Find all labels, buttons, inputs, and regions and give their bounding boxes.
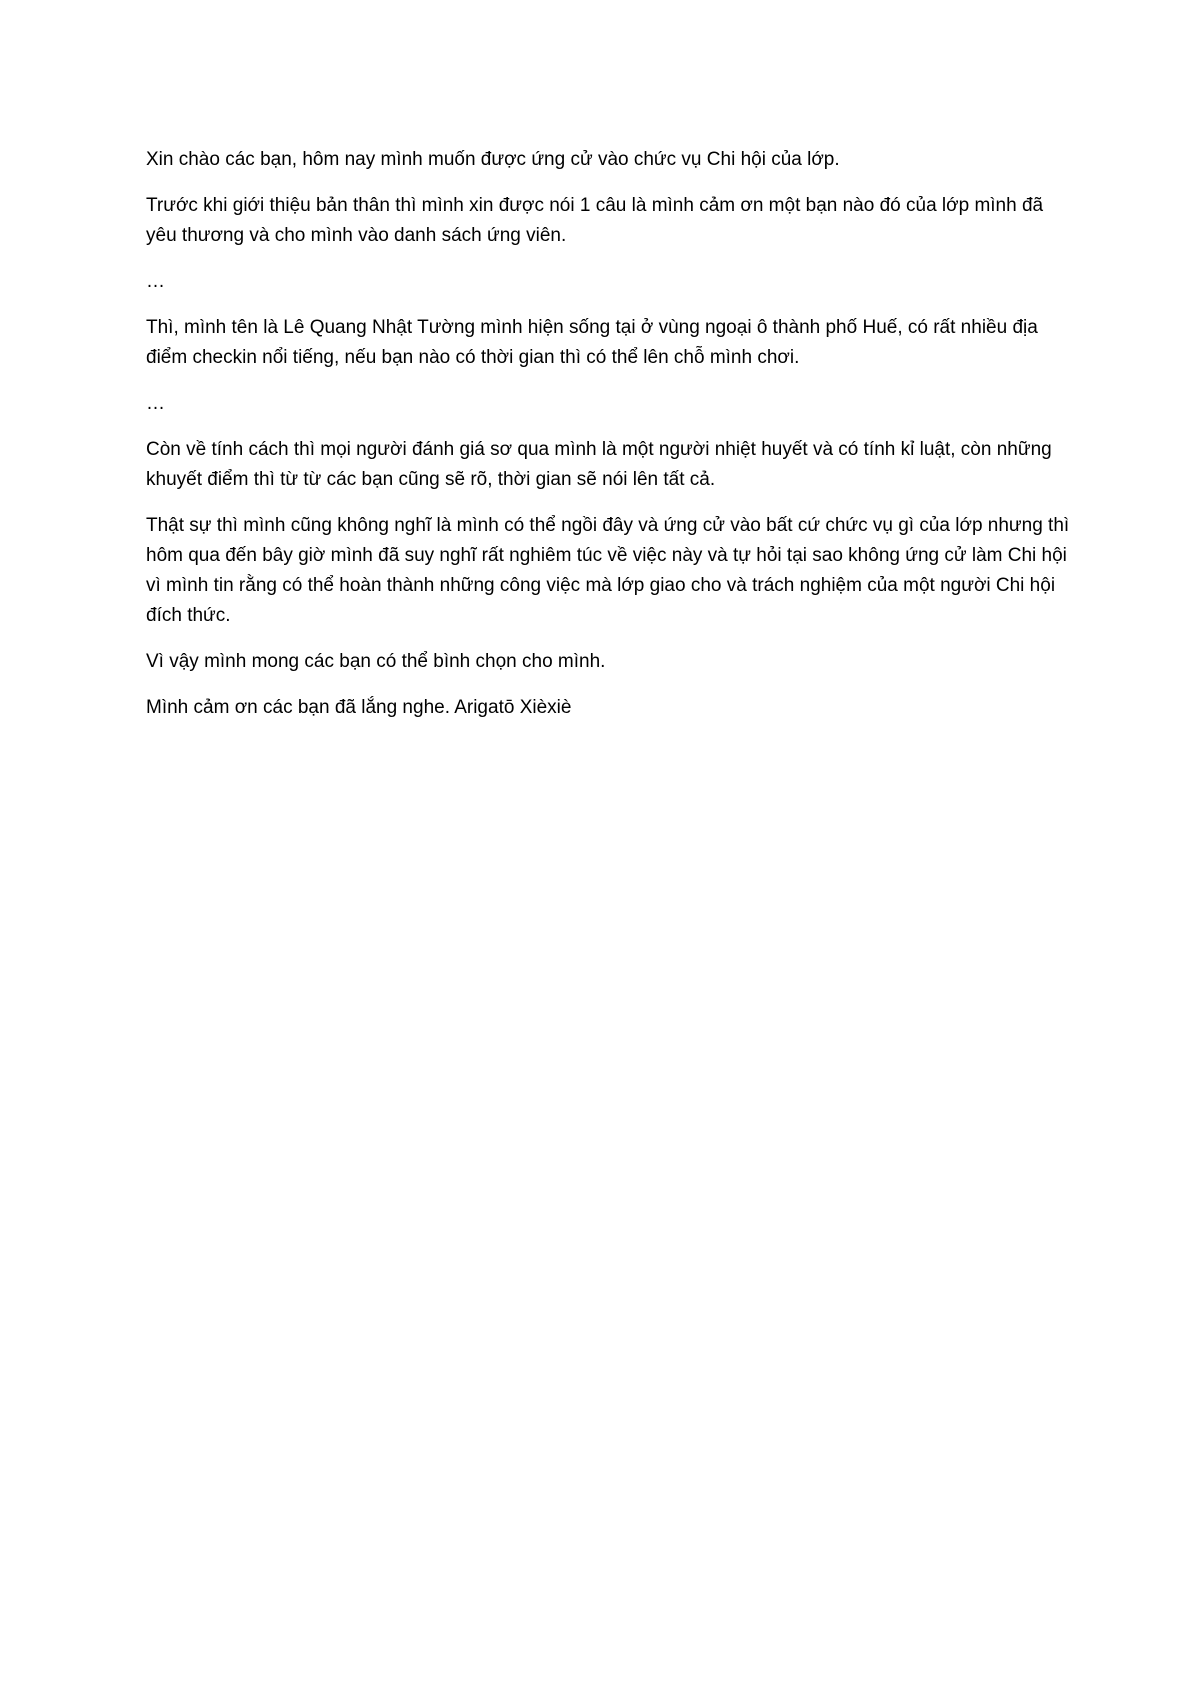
document-body — [146, 145, 1076, 739]
paragraph-vote-request: Vì vậy mình mong các bạn có thể bình chọn cho mình. — [146, 651, 606, 672]
paragraph-ellipsis-1: … — [146, 271, 165, 292]
paragraph-closing: Mình cảm ơn các bạn đã lắng nghe. Arigatō Xièxiè — [146, 697, 572, 718]
paragraph-ellipsis-2: … — [146, 393, 165, 414]
paragraph-greeting: Xin chào các bạn, hôm nay mình muốn được ứng cử vào chức vụ Chi hội của lớp. — [146, 149, 840, 170]
paragraph-introduction: Thì, mình tên là Lê Quang Nhật Tường mình hiện sống tại ở vùng ngoại ô thành phố Huế, có rất nhiều địa điểm checkin nổi tiếng, nếu bạn nào có thời gian thì có thể lên chỗ mình chơi. — [146, 317, 1038, 368]
paragraph-personality: Còn về tính cách thì mọi người đánh giá sơ qua mình là một người nhiệt huyết và có tính kỉ luật, còn những khuyết điểm thì từ từ các bạn cũng sẽ rõ, thời gian sẽ nói lên tất cả. — [146, 439, 1052, 490]
paragraph-motivation: Thật sự thì mình cũng không nghĩ là mình có thể ngồi đây và ứng cử vào bất cứ chức vụ gì của lớp nhưng thì hôm qua đến bây giờ mình đã suy nghĩ rất nghiêm túc về việc này và tự hỏi tại sao không ứng cử làm Chi hội vì mình tin rằng có thể hoàn thành những công việc mà lớp giao cho và trách nghiệm của một người Chi hội đích thức. — [146, 515, 1070, 626]
paragraph-thanks: Trước khi giới thiệu bản thân thì mình xin được nói 1 câu là mình cảm ơn một bạn nào đó của lớp mình đã yêu thương và cho mình vào danh sách ứng viên. — [146, 195, 1044, 246]
